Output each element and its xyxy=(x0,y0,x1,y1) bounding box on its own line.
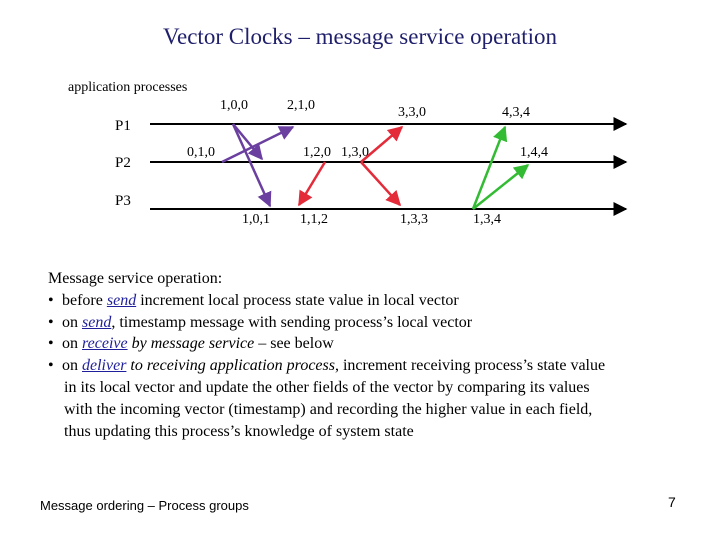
body-heading: Message service operation: xyxy=(48,270,223,287)
p1-event-2: 2,1,0 xyxy=(287,98,315,113)
bullet-dot: • xyxy=(48,313,54,331)
diagram-caption: application processes xyxy=(68,80,188,95)
p2-event-4: 1,4,4 xyxy=(520,145,548,160)
process-label-p3: P3 xyxy=(115,193,131,209)
message-arrow-p2-to-p3-red-2 xyxy=(361,162,400,205)
bullet-dot: • xyxy=(48,291,54,309)
p1-event-1: 1,0,0 xyxy=(220,98,248,113)
bullet-dot: • xyxy=(48,335,54,353)
bullet-on-deliver: • on deliver to receiving application process, increment receiving process’s state value xyxy=(48,355,605,377)
page-number: 7 xyxy=(668,494,676,510)
bullet-deliver-line-4: thus updating this process’s knowledge of system state xyxy=(64,422,414,440)
bullet-on-send: • on send, timestamp message with sending process’s local vector xyxy=(48,312,605,334)
footer-text: Message ordering – Process groups xyxy=(40,498,249,513)
p3-event-4: 1,3,4 xyxy=(473,212,501,227)
message-arrow-p1-to-p3 xyxy=(233,124,270,206)
message-arrow-p2-to-p3-red xyxy=(299,162,325,205)
process-label-p1: P1 xyxy=(115,118,131,134)
p3-event-2: 1,1,2 xyxy=(300,212,328,227)
bullet-on-receive: • on receive by message service – see below xyxy=(48,333,605,355)
p3-event-1: 1,0,1 xyxy=(242,212,270,227)
bullet-dot: • xyxy=(48,357,54,375)
bullet-before-send: • before send increment local process state value in local vector xyxy=(48,290,605,312)
p1-event-4: 4,3,4 xyxy=(502,105,530,120)
p3-event-3: 1,3,3 xyxy=(400,212,428,227)
p1-event-3: 3,3,0 xyxy=(398,105,426,120)
message-service-text xyxy=(48,268,605,442)
process-label-p2: P2 xyxy=(115,155,131,171)
p2-event-3: 1,3,0 xyxy=(341,145,369,160)
p2-event-2: 1,2,0 xyxy=(303,145,331,160)
bullet-deliver-line-3: with the incoming vector (timestamp) and recording the higher value in each field, xyxy=(64,400,593,418)
p2-event-1: 0,1,0 xyxy=(187,145,215,160)
message-arrow-p2-to-p1 xyxy=(222,127,293,162)
slide-title: Vector Clocks – message service operation xyxy=(162,24,558,49)
message-arrow-p2-to-p1-red xyxy=(361,127,402,162)
bullet-deliver-line-2: in its local vector and update the other fields of the vector by comparing its values xyxy=(64,378,590,396)
